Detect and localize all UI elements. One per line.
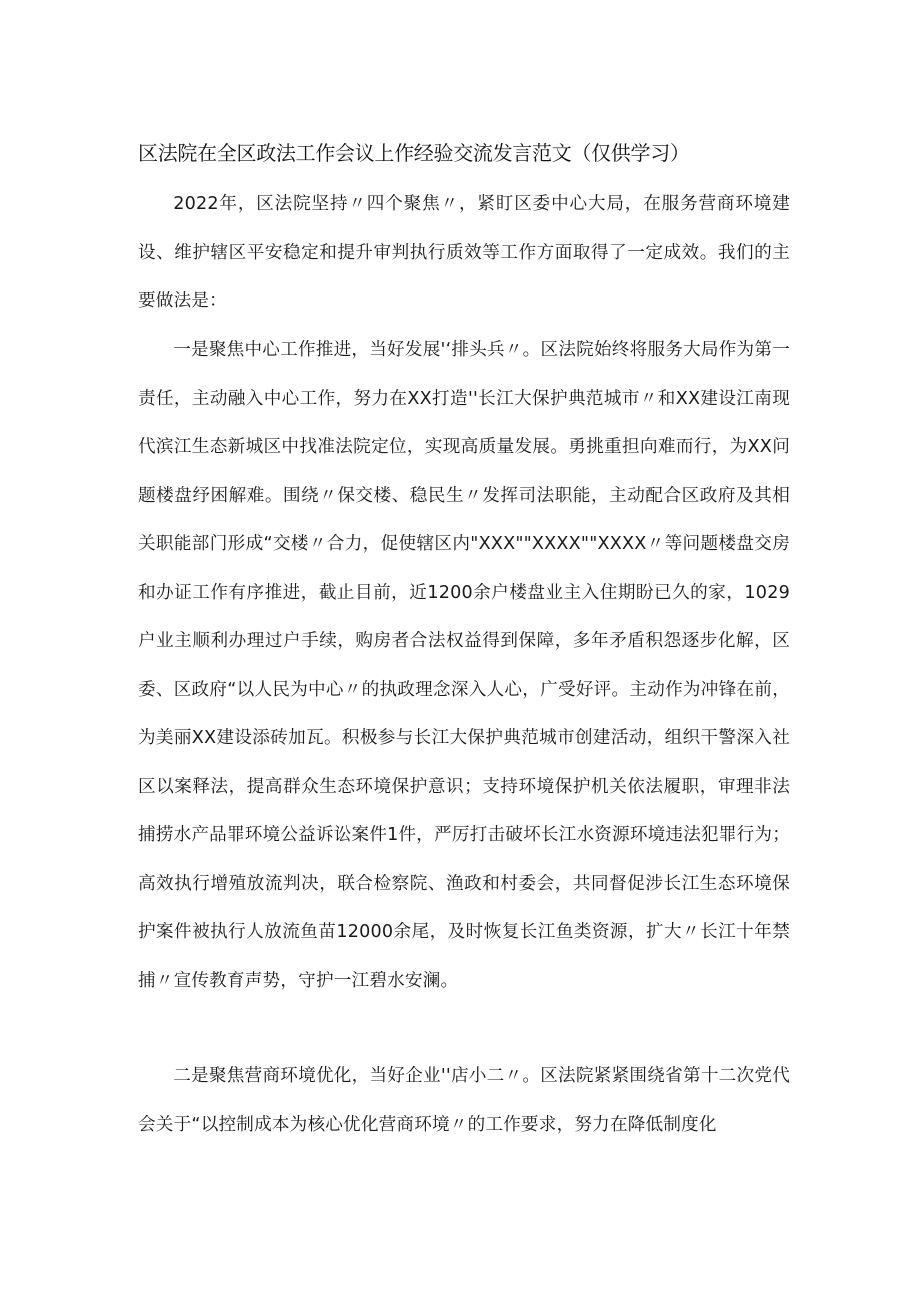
document-title: 区法院在全区政法工作会议上作经验交流发言范文（仅供学习） <box>138 141 690 165</box>
paragraph-point-one: 一是聚焦中心工作推进，当好发展'‘排头兵〃。区法院始终将服务大局作为第一责任，主动融入中心工作，努力在XX打造''长江大保护典范城市〃和XX建设江南现代滨江生态新城区中找准法院定位，实现高质量发展。勇挑重担向难而行，为XX问题楼盘纾困解难。围绕〃保交楼、稳民生〃发挥司法职能，主动配合区政府及其相关职能部门形成“交楼〃合力，促使辖区内"XXX""XXXX""XXXX〃等问题楼盘交房和办证工作有序推进，截止目前，近1200余户楼盘业主入住期盼已久的家，1029户业主顺利办理过户手续，购房者合法权益得到保障，多年矛盾积怨逐步化解，区委、区政府“以人民为中心〃的执政理念深入人心，广受好评。主动作为冲锋在前，为美丽XX建设添砖加瓦。积极参与长江大保护典范城市创建活动，组织干警深入社区以案释法，提高群众生态环境保护意识；支持环境保护机关依法履职，审理非法捕捞水产品罪环境公益诉讼案件1件，严厉打击破坏长江水资源环境违法犯罪行为；高效执行增殖放流判决，联合检察院、渔政和村委会，共同督促涉长江生态环境保护案件被执行人放流鱼苗12000余尾，及时恢复长江鱼类资源，扩大〃长江十年禁捕〃宣传教育声势，守护一江碧水安澜。 <box>138 340 790 991</box>
paragraph-point-two: 二是聚焦营商环境优化，当好企业''店小二〃。区法院紧紧围绕省第十二次党代会关于“以控制成本为核心优化营商环境〃的工作要求，努力在降低制度化 <box>138 1066 790 1135</box>
paragraph-intro: 2022年，区法院坚持〃四个聚焦〃，紧盯区委中心大局，在服务营商环境建设、维护辖区平安稳定和提升审判执行质效等工作方面取得了一定成效。我们的主要做法是： <box>138 194 790 311</box>
